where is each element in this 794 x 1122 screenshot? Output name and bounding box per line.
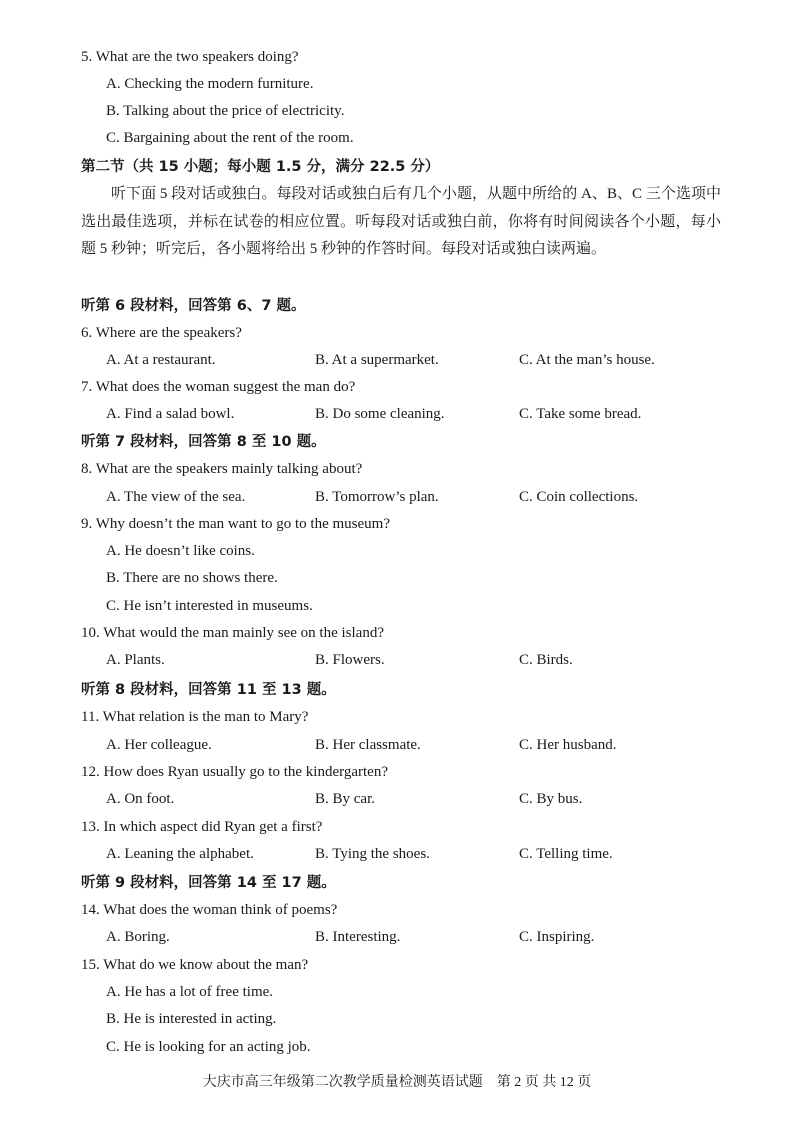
q6-option-c: C. At the man’s house. (519, 352, 655, 368)
section2-instructions: 听下面 5 段对话或独白。每段对话或独白后有几个小题，从题中所给的 A、B、C 三个选项中选出最佳选项，并标在试卷的相应位置。听每段对话或独白前，你将有时间阅读各个小题，每小题 5 秒钟；听完后，各小题将给出 5 秒钟的作答时间。每段对话或独白读两遍。 (81, 186, 721, 257)
q13-option-b: B. Tying the shoes. (315, 846, 430, 862)
q15-stem: 15. What do we know about the man? (81, 957, 309, 973)
q12-stem: 12. How does Ryan usually go to the kindergarten? (81, 764, 388, 780)
q6-stem: 6. Where are the speakers? (81, 325, 242, 341)
q10-option-a: A. Plants. (106, 652, 165, 668)
q13-stem: 13. In which aspect did Ryan get a first? (81, 819, 323, 835)
q7-stem: 7. What does the woman suggest the man do? (81, 379, 356, 395)
page-footer: 大庆市高三年级第二次教学质量检测英语试题 第 2 页 共 12 页 (202, 1075, 592, 1090)
q15-option-c: C. He is looking for an acting job. (106, 1039, 311, 1055)
passage6-heading: 听第 6 段材料，回答第 6、7 题。 (81, 298, 306, 314)
q5-option-c: C. Bargaining about the rent of the room. (106, 130, 354, 146)
section2-title: 第二节（共 15 小题；每小题 1.5 分，满分 22.5 分） (81, 159, 440, 175)
q9-stem: 9. Why doesn’t the man want to go to the museum? (81, 516, 390, 532)
q5-option-b: B. Talking about the price of electricity. (106, 103, 345, 119)
passage9-heading: 听第 9 段材料，回答第 14 至 17 题。 (81, 875, 336, 891)
q6-option-b: B. At a supermarket. (315, 352, 439, 368)
q11-stem: 11. What relation is the man to Mary? (81, 709, 309, 725)
q12-option-a: A. On foot. (106, 791, 175, 807)
q10-option-b: B. Flowers. (315, 652, 385, 668)
q15-option-a: A. He has a lot of free time. (106, 984, 274, 1000)
q10-stem: 10. What would the man mainly see on the island? (81, 625, 384, 641)
q15-option-b: B. He is interested in acting. (106, 1011, 277, 1027)
q8-option-a: A. The view of the sea. (106, 489, 246, 505)
q11-option-b: B. Her classmate. (315, 737, 421, 753)
q10-option-c: C. Birds. (519, 652, 573, 668)
q14-option-b: B. Interesting. (315, 929, 401, 945)
q12-option-c: C. By bus. (519, 791, 583, 807)
q9-option-b: B. There are no shows there. (106, 570, 278, 586)
q12-option-b: B. By car. (315, 791, 375, 807)
q7-option-a: A. Find a salad bowl. (106, 406, 235, 422)
q5-option-a: A. Checking the modern furniture. (106, 76, 314, 92)
q7-option-c: C. Take some bread. (519, 406, 642, 422)
q9-option-c: C. He isn’t interested in museums. (106, 598, 313, 614)
q14-stem: 14. What does the woman think of poems? (81, 902, 338, 918)
q7-option-b: B. Do some cleaning. (315, 406, 445, 422)
q8-option-c: C. Coin collections. (519, 489, 639, 505)
q14-option-a: A. Boring. (106, 929, 170, 945)
q13-option-c: C. Telling time. (519, 846, 613, 862)
q11-option-a: A. Her colleague. (106, 737, 212, 753)
q6-option-a: A. At a restaurant. (106, 352, 216, 368)
q8-stem: 8. What are the speakers mainly talking about? (81, 461, 363, 477)
q14-option-c: C. Inspiring. (519, 929, 595, 945)
q8-option-b: B. Tomorrow’s plan. (315, 489, 439, 505)
q5-stem: 5. What are the two speakers doing? (81, 49, 299, 65)
passage7-heading: 听第 7 段材料，回答第 8 至 10 题。 (81, 434, 326, 450)
q13-option-a: A. Leaning the alphabet. (106, 846, 254, 862)
q9-option-a: A. He doesn’t like coins. (106, 543, 255, 559)
q11-option-c: C. Her husband. (519, 737, 617, 753)
passage8-heading: 听第 8 段材料，回答第 11 至 13 题。 (81, 682, 336, 698)
